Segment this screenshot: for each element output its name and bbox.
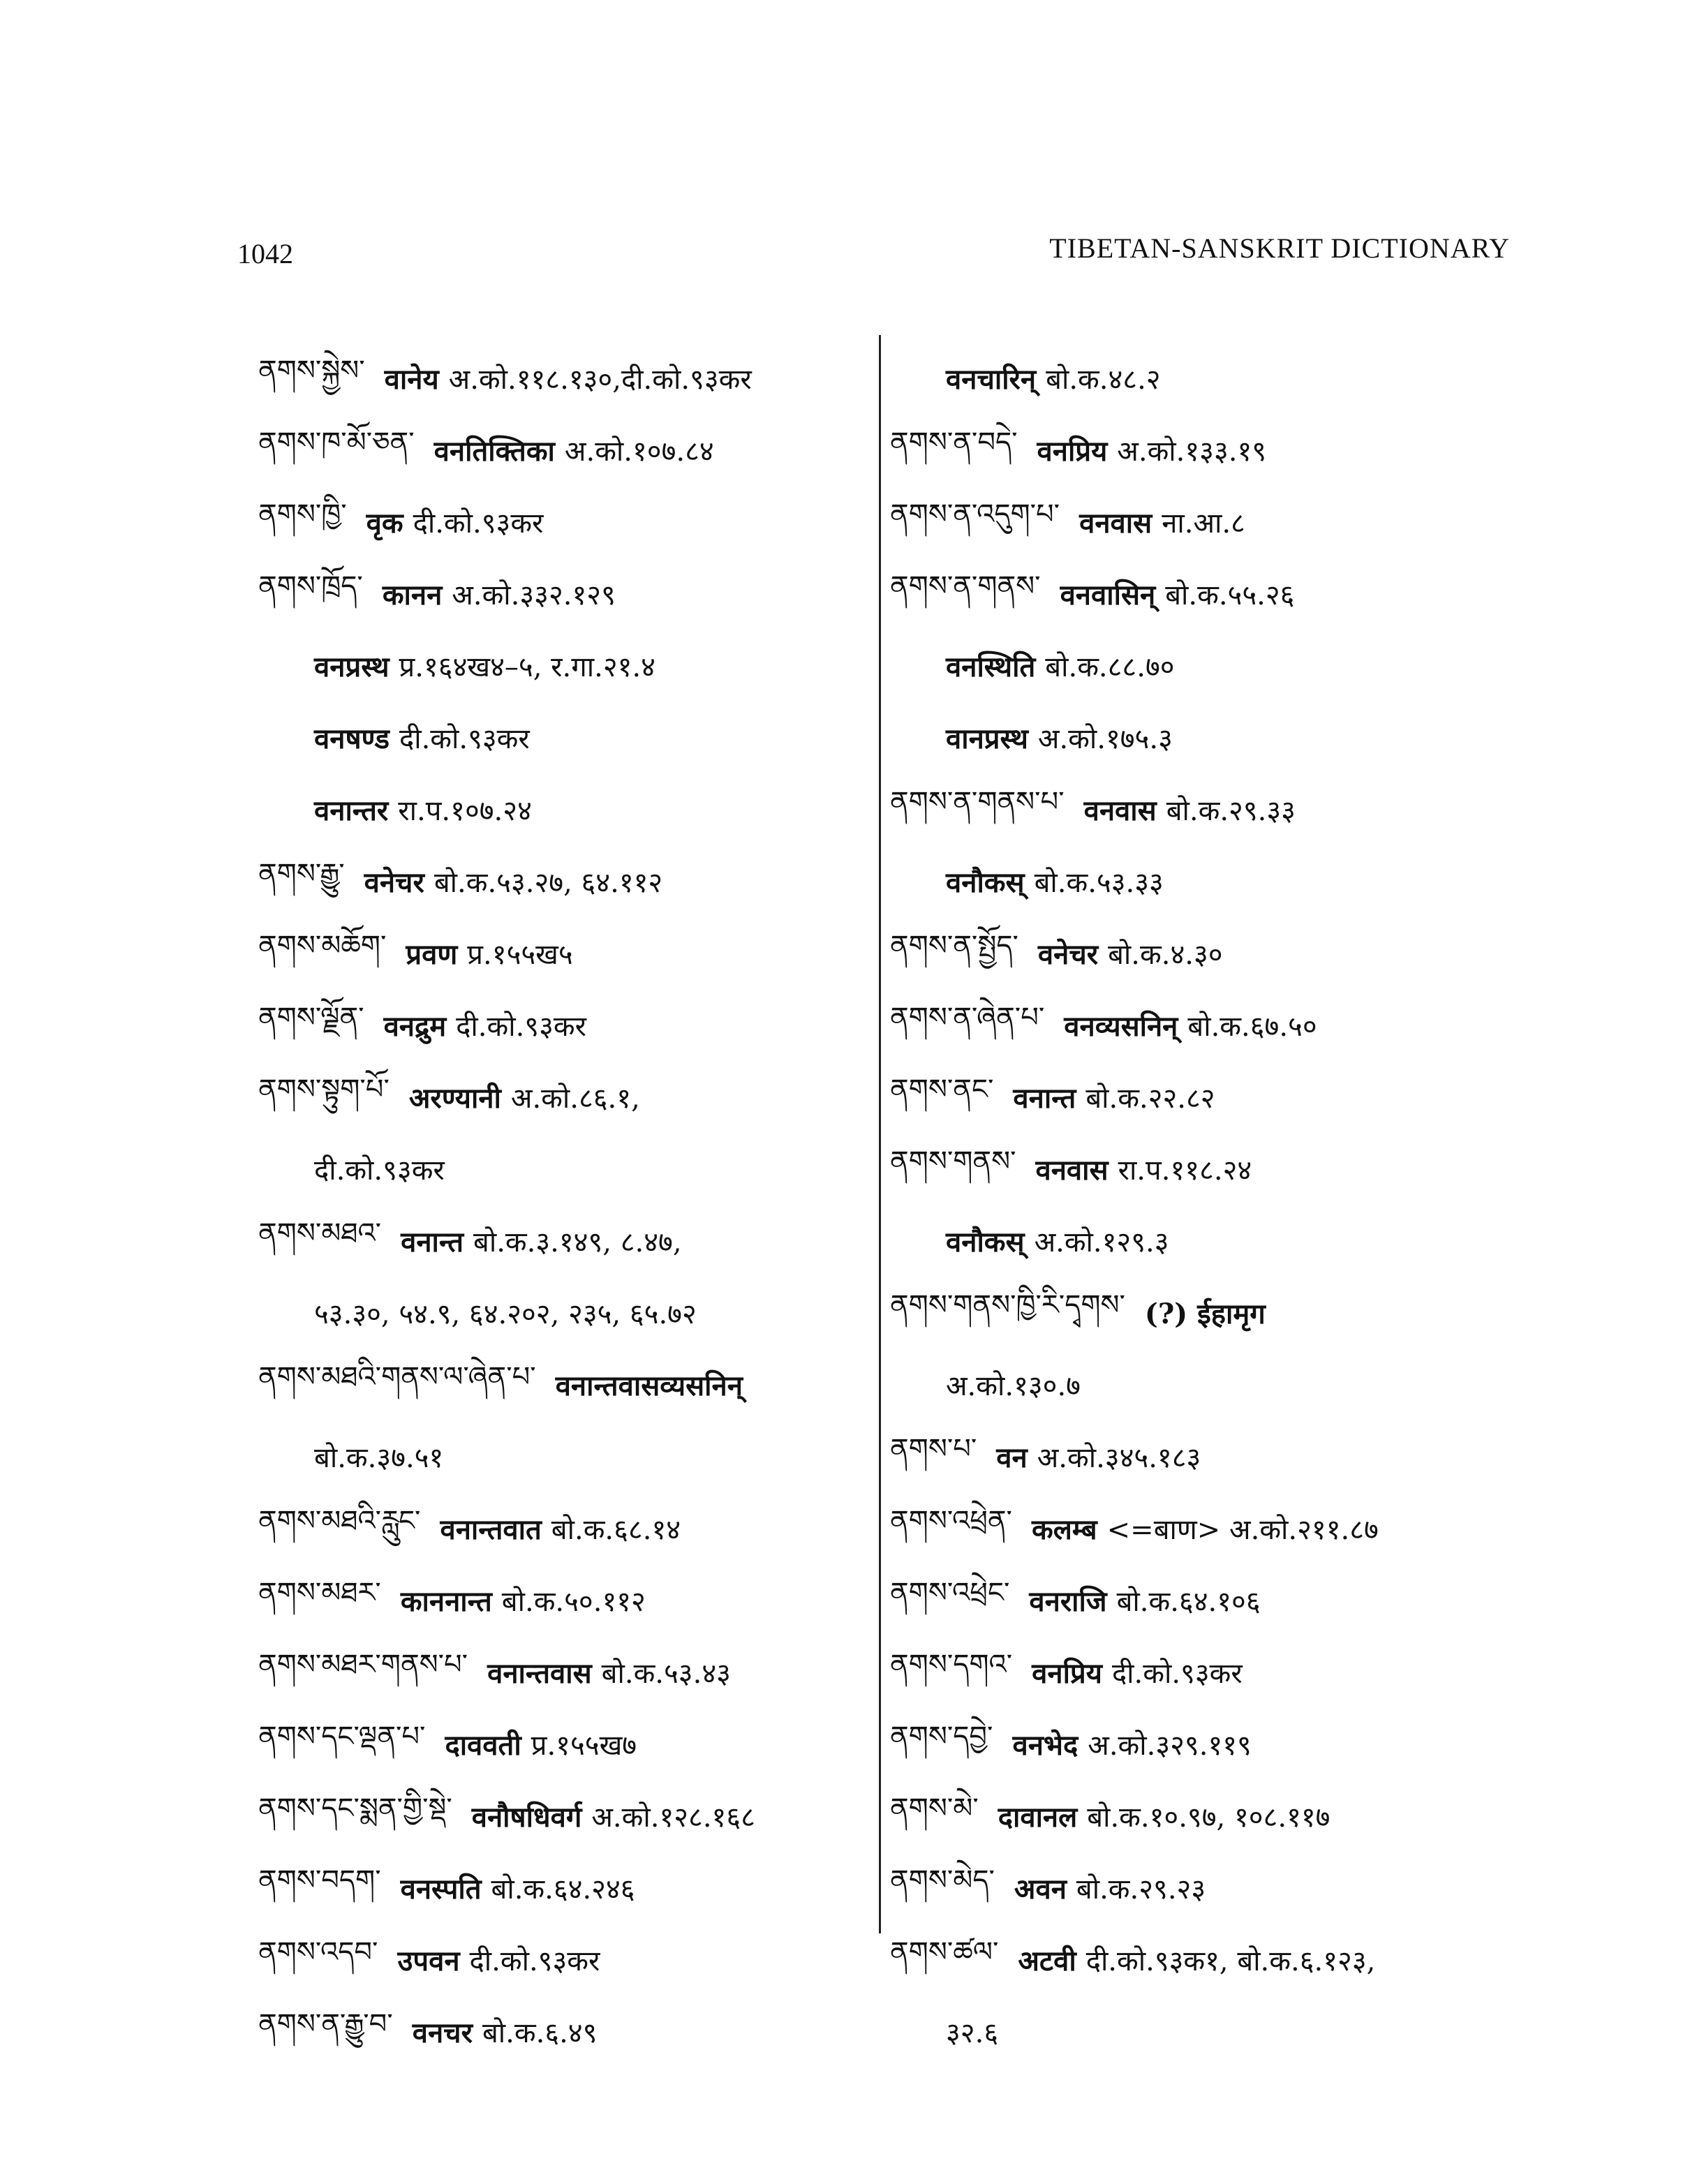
dictionary-entry [890, 1492, 1532, 1564]
dictionary-entry [258, 1996, 859, 2067]
dictionary-entry [258, 917, 859, 989]
sanskrit-equivalent: वनवास [1035, 1154, 1109, 1187]
sanskrit-equivalent: वनवासिन् [1060, 579, 1156, 611]
dictionary-entry [890, 845, 1532, 917]
dictionary-entry [258, 1420, 859, 1492]
dictionary-entry [258, 414, 859, 486]
sanskrit-equivalent: वनान्तर [314, 794, 389, 827]
tibetan-headword: ནགས་འཕྲེང་ [890, 1577, 1010, 1609]
source-reference: अ.को.१३३.१९ [1117, 436, 1267, 468]
tibetan-headword: ནགས་བདག་ [258, 1864, 381, 1896]
source-reference: रा.प.११८.२४ [1118, 1154, 1252, 1187]
right-column [890, 342, 1532, 2067]
dictionary-entry [890, 558, 1532, 630]
source-reference: ३२.६ [946, 2017, 999, 2049]
dictionary-entry [258, 1349, 859, 1420]
dictionary-entry [258, 701, 859, 773]
dictionary-entry [890, 1420, 1532, 1492]
source-reference: बो.क.६४.२४६ [491, 1873, 635, 1906]
source-reference: दी.को.९३कर [1111, 1658, 1243, 1690]
dictionary-entry [890, 1205, 1532, 1277]
tibetan-headword: ནགས་མེད་ [890, 1864, 995, 1896]
sanskrit-equivalent: वनान्त [1013, 1082, 1076, 1115]
dictionary-entry [258, 1708, 859, 1780]
source-reference: बो.क.५५.२६ [1165, 579, 1295, 611]
dictionary-entry [890, 342, 1532, 414]
dictionary-entry [890, 1780, 1532, 1852]
source-reference: अ.को.८६.१, [510, 1083, 640, 1115]
dictionary-entry [258, 1277, 859, 1349]
sanskrit-equivalent: वनवास [1079, 507, 1152, 540]
dictionary-entry [890, 773, 1532, 845]
dictionary-entry [890, 1852, 1532, 1924]
tibetan-headword: ནགས་ན་འདུག་པ་ [890, 498, 1060, 530]
source-reference: रा.प.१०७.२४ [398, 795, 532, 827]
tibetan-headword: ནགས་ན་གནས་ [890, 570, 1041, 602]
source-reference: बो.क.२९.३३ [1166, 795, 1296, 827]
source-reference: बो.क.२९.२३ [1076, 1873, 1206, 1906]
dictionary-entry [890, 630, 1532, 701]
dictionary-entry [258, 1852, 859, 1924]
source-reference: बो.क.४८.२ [1046, 364, 1161, 396]
dictionary-entry [890, 701, 1532, 773]
dictionary-entry [890, 1708, 1532, 1780]
source-reference: बो.क.२२.८२ [1085, 1083, 1215, 1115]
sanskrit-equivalent: वनषण्ड [314, 722, 390, 755]
sanskrit-equivalent: दावानल [998, 1801, 1078, 1834]
sanskrit-equivalent: वनान्त [401, 1226, 464, 1258]
dictionary-entry [890, 486, 1532, 558]
dictionary-entry [258, 1924, 859, 1996]
source-reference: बो.क.५३.३३ [1034, 867, 1164, 899]
tibetan-headword: ནགས་སྐྱེས་ [258, 355, 365, 387]
dictionary-entry [890, 1133, 1532, 1205]
source-reference: प्र.१६४ख४–५, र.गा.२१.४ [399, 651, 655, 683]
dictionary-entry [258, 1492, 859, 1564]
sanskrit-equivalent: वनव्यसनिन् [1064, 1010, 1178, 1043]
page-number: 1042 [237, 238, 293, 269]
source-reference: दी.को.९३कर [456, 1011, 586, 1043]
dictionary-entry [258, 1061, 859, 1133]
dictionary-entry [258, 1564, 859, 1636]
tibetan-headword: ནགས་མཐའི་རླུང་ [258, 1505, 421, 1537]
tibetan-headword: ནགས་མཐའ་ [258, 1217, 382, 1249]
tibetan-headword: ནགས་ཁ་མོ་ཅན་ [258, 426, 415, 459]
tibetan-headword: ནགས་གནས་ཁྱི་རི་དྭགས་ [890, 1289, 1125, 1321]
sanskrit-equivalent: वनान्तवास [487, 1657, 592, 1690]
source-reference: बो.क.६४.१०६ [1116, 1586, 1261, 1618]
tibetan-headword: ནགས་ན་སྤྱོད་ [890, 930, 1018, 962]
dictionary-entry [890, 1277, 1532, 1349]
tibetan-headword: ནགས་མེ་ [890, 1792, 979, 1825]
tibetan-headword: ནགས་འཕྲེན་ [890, 1505, 1012, 1537]
sanskrit-equivalent: वनौकस् [946, 1226, 1025, 1258]
dictionary-entry [258, 1780, 859, 1852]
sanskrit-equivalent: वनान्तवात [440, 1513, 542, 1546]
dictionary-entry [258, 845, 859, 917]
dictionary-entry [890, 1636, 1532, 1708]
tibetan-headword: ནགས་ཚལ་ [890, 1936, 999, 1968]
source-reference: ना.आ.८ [1162, 507, 1245, 540]
source-reference: <=बाण> अ.को.२११.८७ [1106, 1514, 1379, 1546]
sanskrit-equivalent: वनराजि [1029, 1585, 1107, 1618]
sanskrit-equivalent: अरण्यानी [408, 1082, 501, 1115]
sanskrit-equivalent: कलम्ब [1031, 1513, 1097, 1546]
sanskrit-equivalent: काननान्त [400, 1585, 492, 1618]
tibetan-headword: ནགས་དབྱེ་ [890, 1721, 993, 1753]
dictionary-entry [890, 414, 1532, 486]
sanskrit-equivalent: वन [996, 1441, 1028, 1474]
dictionary-entry [890, 989, 1532, 1061]
sanskrit-equivalent: वनान्तवासव्यसनिन् [555, 1369, 743, 1402]
left-column [258, 342, 859, 2067]
tibetan-headword: ནགས་ན་རྒྱུ་བ་ [258, 2008, 393, 2040]
dictionary-entry [890, 1061, 1532, 1133]
sanskrit-equivalent: वनप्रिय [1037, 435, 1108, 468]
tibetan-headword: ནགས་དང་ལྡན་པ་ [258, 1721, 426, 1753]
dictionary-entry [258, 1205, 859, 1277]
tibetan-headword: ནགས་སྟུག་པོ་ [258, 1074, 390, 1106]
sanskrit-equivalent: वनेचर [1037, 938, 1099, 971]
source-reference: दी.को.९३कर [469, 1945, 600, 1977]
source-reference: अ.को.३३२.१२९ [452, 579, 616, 611]
source-reference: प्र.१५५ख७ [531, 1730, 637, 1762]
tibetan-headword: ནགས་དགའ་ [890, 1649, 1013, 1681]
dictionary-entry [890, 1924, 1532, 1996]
source-reference: अ.को.१३०.७ [946, 1370, 1081, 1402]
tibetan-headword: ནགས་ནང་ [890, 1074, 994, 1106]
dictionary-entry [258, 1636, 859, 1708]
sanskrit-equivalent: वृक [366, 507, 403, 540]
source-reference: बो.क.६.४९ [482, 2017, 598, 2049]
source-reference: अ.को.१७५.३ [1037, 723, 1173, 755]
sanskrit-equivalent: उपवन [397, 1945, 460, 1977]
source-reference: ५३.३०, ५४.९, ६४.२०२, २३५, ६५.७२ [314, 1298, 697, 1330]
source-reference: अ.को.१०७.८४ [564, 436, 714, 468]
tibetan-headword: ནགས་མཆོག་ [258, 930, 387, 962]
source-reference: अ.को.३४५.१८३ [1037, 1442, 1201, 1474]
tibetan-headword: ནགས་ཁྲོད་ [258, 570, 363, 602]
source-reference: बो.क.५०.११२ [501, 1586, 646, 1618]
sanskrit-equivalent: वनप्रस्थ [314, 651, 390, 683]
sanskrit-equivalent: वनप्रिय [1032, 1657, 1102, 1690]
source-reference: अ.को.३२९.११९ [1088, 1730, 1252, 1762]
tibetan-headword: ནགས་མཐར་ [258, 1577, 381, 1609]
tibetan-headword: ནགས་དང་སྨན་གྱི་སྡེ་ [258, 1792, 452, 1825]
sanskrit-equivalent: वनतिक्तिका [433, 435, 555, 468]
sanskrit-equivalent: वानप्रस्थ [946, 722, 1028, 755]
source-reference: बो.क.५३.२७, ६४.११२ [433, 867, 663, 899]
sanskrit-equivalent: वनभेद [1012, 1729, 1079, 1762]
sanskrit-equivalent: दाववती [445, 1729, 521, 1762]
source-reference: दी.को.९३कर [314, 1154, 445, 1187]
dictionary-entry [258, 558, 859, 630]
sanskrit-equivalent: वनवास [1083, 794, 1157, 827]
tibetan-headword: ནགས་ཁྱི་ [258, 498, 347, 530]
source-reference: बो.क.८८.७० [1045, 651, 1175, 683]
source-reference: अ.को.१२८.१६८ [591, 1802, 755, 1834]
tibetan-headword: ནགས་ན་བདེ་ [890, 426, 1018, 459]
source-reference: दी.को.९३कर [413, 507, 544, 540]
running-head: TIBETAN-SANSKRIT DICTIONARY [1049, 232, 1510, 264]
dictionary-entry [258, 1133, 859, 1205]
sanskrit-equivalent: प्रवण [406, 938, 458, 971]
dictionary-entry [258, 989, 859, 1061]
column-divider [879, 335, 881, 1933]
sanskrit-equivalent: वनचर [412, 2016, 473, 2049]
sanskrit-equivalent: कानन [382, 579, 443, 611]
dictionary-entry [258, 773, 859, 845]
source-reference: बो.क.६७.५० [1187, 1011, 1317, 1043]
tibetan-headword: ནགས་རྒྱུ་ [258, 858, 345, 890]
sanskrit-equivalent: वनौषधिवर्ग [471, 1801, 582, 1834]
sanskrit-equivalent: (?) ईहामृग [1144, 1298, 1266, 1330]
source-reference: दी.को.९३कर [399, 723, 530, 755]
dictionary-entry [258, 486, 859, 558]
source-reference: बो.क.१०.९७, १०८.११७ [1087, 1802, 1330, 1834]
sanskrit-equivalent: वनस्थिति [946, 651, 1036, 683]
sanskrit-equivalent: वानेय [384, 363, 439, 396]
tibetan-headword: ནགས་པ་ [890, 1433, 977, 1465]
tibetan-headword: ནགས་མཐར་གནས་པ་ [258, 1649, 468, 1681]
sanskrit-equivalent: वनद्रुम [383, 1010, 447, 1043]
sanskrit-equivalent: अटवी [1018, 1945, 1076, 1977]
source-reference: दी.को.९३क१, बो.क.६.१२३, [1085, 1945, 1376, 1977]
dictionary-entry [258, 342, 859, 414]
source-reference: बो.क.३७.५१ [314, 1442, 444, 1474]
tibetan-headword: ནགས་གནས་ [890, 1145, 1016, 1178]
dictionary-entry [890, 1564, 1532, 1636]
sanskrit-equivalent: वनेचर [364, 866, 424, 899]
source-reference: बो.क.४.३० [1108, 939, 1223, 971]
sanskrit-equivalent: अवन [1014, 1873, 1067, 1906]
source-reference: बो.क.६८.१४ [551, 1514, 681, 1546]
source-reference: बो.क.५३.४३ [601, 1658, 731, 1690]
dictionary-entry [258, 630, 859, 701]
sanskrit-equivalent: वनौकस् [946, 866, 1025, 899]
sanskrit-equivalent: वनस्पति [400, 1873, 482, 1906]
source-reference: अ.को.१२९.३ [1034, 1226, 1169, 1258]
dictionary-entry [890, 1349, 1532, 1420]
dictionary-entry [890, 1996, 1532, 2067]
tibetan-headword: ནགས་ན་གནས་པ་ [890, 786, 1065, 818]
tibetan-headword: ནགས་འདབ་ [258, 1936, 378, 1968]
tibetan-headword: ནགས་ན་ཞེན་པ་ [890, 1002, 1045, 1034]
source-reference: बो.क.३.१४९, ८.४७, [473, 1226, 682, 1258]
source-reference: प्र.१५५ख५ [467, 939, 573, 971]
source-reference: अ.को.११८.१३०,दी.को.९३कर [448, 364, 752, 396]
sanskrit-equivalent: वनचारिन् [946, 363, 1037, 396]
dictionary-entry [890, 917, 1532, 989]
tibetan-headword: ནགས་ལྗོན་ [258, 1002, 364, 1034]
tibetan-headword: ནགས་མཐའི་གནས་ལ་ཞེན་པ་ [258, 1361, 536, 1393]
